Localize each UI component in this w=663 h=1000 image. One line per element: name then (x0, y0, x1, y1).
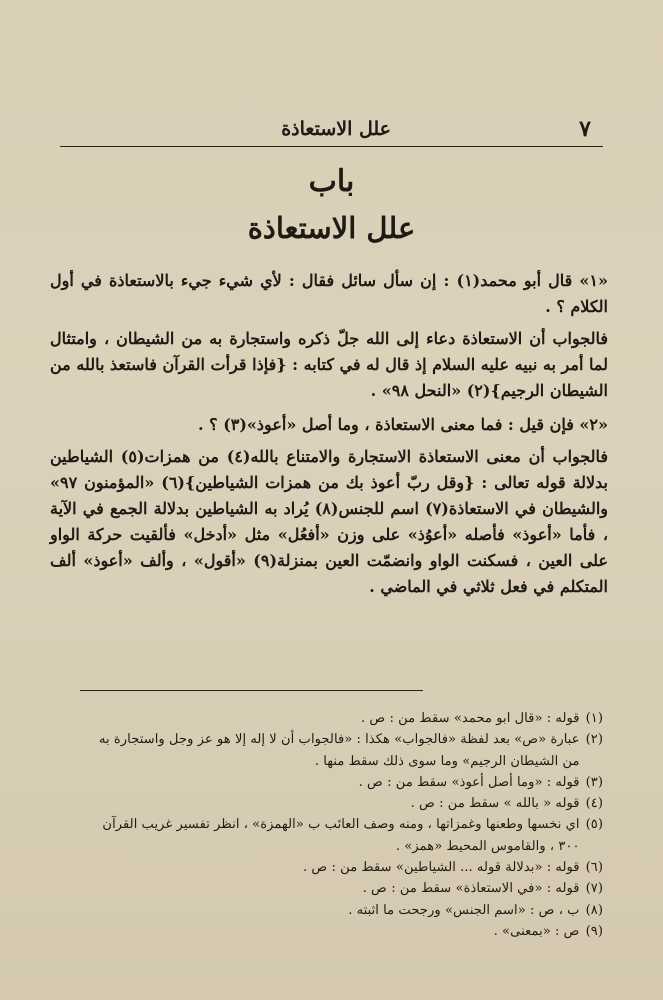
footnote-number: (٧) (585, 881, 603, 897)
footnote-number: (٩) (585, 923, 603, 939)
paragraph-answer-2: فالجواب أن معنى الاستعاذة الاستجارة والامتناع بالله(٤) من همزات(٥) الشياطين بدلالة قوله تعالى : {وقل ربّ أعوذ بك من همزات الشياطين}(٦) «المؤمنون ٩٧» والشيطان في الاستعاذة(٧) اسم للجنس(٨) يُراد به الشياطين بدلالة الجمع في الآية ، فأما «أعوذ» فأصله «أعوُذ» على وزن «أفعُل» مثل «أدخل» فألقيت حركة الواو على العين ، فسكنت الواو وانضمّت العين بمنزلة(٩) «أقول» ، وألف «أعوذ» ألف المتكلم في فعل ثلاثي في الماضي . (50, 447, 609, 596)
footnote (80, 729, 603, 772)
running-title: علل الاستعاذة (281, 118, 391, 140)
footnote-number: (٦) (585, 860, 603, 876)
footnote-text: قوله « بالله » سقط من : ص . (410, 796, 580, 812)
footnote-text: اي نخسها وطعنها وغمزاتها ، ومنه وصف العائب ب «الهمزة» ، انظر تفسير غريب القرآن ٣٠٠ ، والقاموس المحيط «همز» . (102, 817, 580, 854)
paragraph-question-2: «٢» فإن قيل : فما معنى الاستعاذة ، وما أصل «أعوذ»(٣) ؟ . (197, 415, 608, 434)
footnote-text: ب ، ص : «اسم الجنس» ورجحت ما اثبته . (348, 902, 580, 918)
footnote (80, 857, 603, 878)
page-number: ٧ (579, 116, 591, 142)
footnote (80, 772, 603, 793)
chapter-label: باب (308, 164, 355, 199)
footnote (80, 708, 603, 729)
header-rule (60, 146, 603, 147)
footnote-text: قوله : «وما أصل أعوذ» سقط من : ص . (358, 774, 580, 790)
footnote (80, 878, 603, 899)
footnote-number: (٨) (585, 902, 603, 918)
footnote-text: قوله : «قال ابو محمد» سقط من : ص . (360, 711, 580, 726)
body-text (50, 268, 608, 606)
footnotes (80, 708, 603, 942)
footnote-rule (80, 690, 423, 691)
footnote-number: (٤) (585, 796, 603, 812)
footnote-text: ص : «بمعنى» . (493, 923, 580, 939)
footnote (80, 793, 603, 814)
footnote-number: (٢) (585, 732, 603, 748)
footnote-number: (٥) (585, 817, 603, 833)
footnote-text: عبارة «ص» بعد لفظة «فالجواب» هكذا : «فالجواب أن لا إله إلا هو عز وجل واستجارة به من الشيطان الرجيم» وما سوى ذلك سقط منها . (98, 732, 580, 769)
paragraph-question-1: «١» قال أبو محمد(١) : إن سأل سائل فقال : لأي شيء جيء بالاستعاذة في أول الكلام ؟ . (50, 271, 609, 316)
footnote-text: قوله : «بدلالة قوله ... الشياطين» سقط من : ص . (303, 860, 580, 876)
footnote (80, 814, 603, 857)
paragraph-answer-1: فالجواب أن الاستعاذة دعاء إلى الله جلّ ذكره واستجارة به من الشيطان ، وامتثال لما أمر به نبيه عليه السلام إذ قال له في كتابه : {فإذا قرأت القرآن فاستعذ بالله من الشيطان الرجيم}(٢) «النحل ٩٨» . (50, 329, 608, 400)
chapter-title: علل الاستعاذة (247, 211, 416, 245)
footnote-number: (١) (585, 711, 603, 726)
footnote (80, 900, 603, 921)
footnote-number: (٣) (585, 774, 603, 790)
footnote (80, 921, 603, 942)
running-head (72, 118, 591, 142)
footnote-text: قوله : «في الاستعاذة» سقط من : ص . (362, 881, 580, 897)
